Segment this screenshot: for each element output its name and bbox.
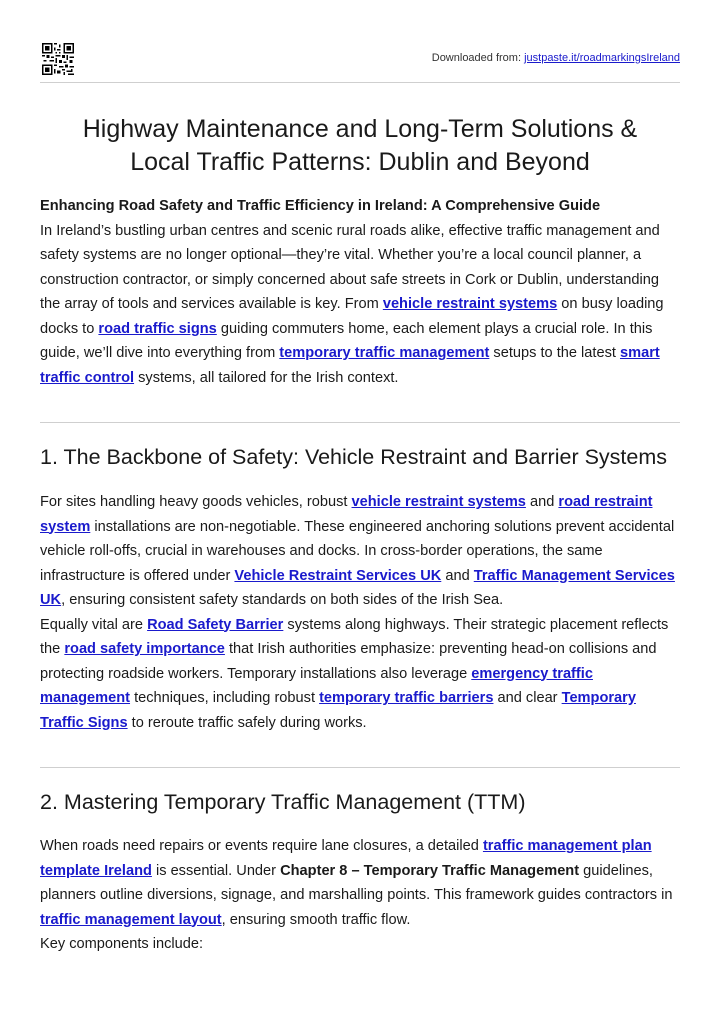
header-divider [40,82,680,83]
chapter-8-reference: Chapter 8 – Temporary Traffic Management [280,862,580,879]
link-traffic-management-services-uk[interactable]: Traffic Management Services UK [40,567,675,608]
section-2-body [40,834,680,957]
link-traffic-management-layout[interactable]: traffic management layout [40,911,222,928]
section-2-paragraph-1: When roads need repairs or events require lane closures, a detailed traffic management plan template Ireland is essential. Under Chapter 8 – Temporary Traffic Management guidelines, planners outline diversions, signage, and marshalling points. This framework guides contractors in traffic management layout, ensuring smooth traffic flow. [40,838,673,928]
section-1-body [40,490,680,735]
title-line-1: Highway Maintenance and Long-Term Solutions & [82,115,638,143]
link-road-restraint-system[interactable]: road restraint system [40,494,653,535]
document-title [40,113,680,179]
section-2-paragraph-2: Key components include: [40,936,204,952]
link-traffic-management-plan-template[interactable]: traffic management plan template Ireland [40,838,652,879]
link-road-safety-barrier[interactable]: Road Safety Barrier [147,616,284,633]
link-vehicle-restraint-systems[interactable]: vehicle restraint systems [382,296,558,312]
qr-code-icon [42,43,74,75]
link-emergency-traffic-management[interactable]: emergency traffic management [40,665,593,706]
section-divider-2 [40,767,680,768]
intro-section [40,194,680,390]
section-1-heading: 1. The Backbone of Safety: Vehicle Restraint and Barrier Systems [40,445,668,469]
link-temporary-traffic-signs[interactable]: Temporary Traffic Signs [40,690,636,731]
download-source-prefix: Downloaded from: [431,52,525,64]
link-temporary-traffic-management[interactable]: temporary traffic management [279,345,490,361]
download-source [432,52,680,64]
link-road-traffic-signs[interactable]: road traffic signs [98,320,217,337]
section-divider-1 [40,422,680,423]
link-vehicle-restraint-services-uk[interactable]: Vehicle Restraint Services UK [234,567,442,584]
section-1-paragraph-2: Equally vital are Road Safety Barrier systems along highways. Their strategic placement reflects the road safety importance that Irish authorities emphasize: preventing head-on collisions and protecting roadside workers. Temporary installations also leverage emergency traffic management techniques, including robust temporary traffic barriers and clear Temporary Traffic Signs to reroute traffic safely during works. [40,616,669,731]
section-2 [40,788,680,816]
intro-paragraph: In Ireland’s bustling urban centres and scenic rural roads alike, effective traffic management and safety systems are no longer optional—they’re vital. Whether you’re a local council planner, a construction contractor, or simply concerned about safe streets in Cork or Dublin, understanding the array of tools and services available is key. From vehicle restraint systems on busy loading docks to road traffic signs guiding commuters home, each element plays a crucial role. In this guide, we’ll dive into everything from temporary traffic management setups to the latest smart traffic control systems, all tailored for the Irish context. [40,222,664,386]
title-line-2: Local Traffic Patterns: Dublin and Beyond [130,148,590,176]
section-1-paragraph-1: For sites handling heavy goods vehicles, robust vehicle restraint systems and road restraint system installations are non-negotiable. These engineered anchoring solutions prevent accidental vehicle roll-offs, crucial in warehouses and docks. In cross-border operations, the same infrastructure is offered under Vehicle Restraint Services UK and Traffic Management Services UK, ensuring consistent safety standards on both sides of the Irish Sea. [40,494,675,608]
section-1 [40,443,680,471]
link-smart-traffic-control[interactable]: smart traffic control [40,345,660,386]
section-2-heading: 2. Mastering Temporary Traffic Management (TTM) [40,790,526,814]
link-vehicle-restraint-systems-2[interactable]: vehicle restraint systems [351,494,526,510]
source-link[interactable]: justpaste.it/roadmarkingsIreland [524,52,680,64]
link-road-safety-importance[interactable]: road safety importance [64,641,225,657]
link-temporary-traffic-barriers[interactable]: temporary traffic barriers [319,690,494,706]
intro-heading: Enhancing Road Safety and Traffic Efficiency in Ireland: A Comprehensive Guide [40,198,601,214]
